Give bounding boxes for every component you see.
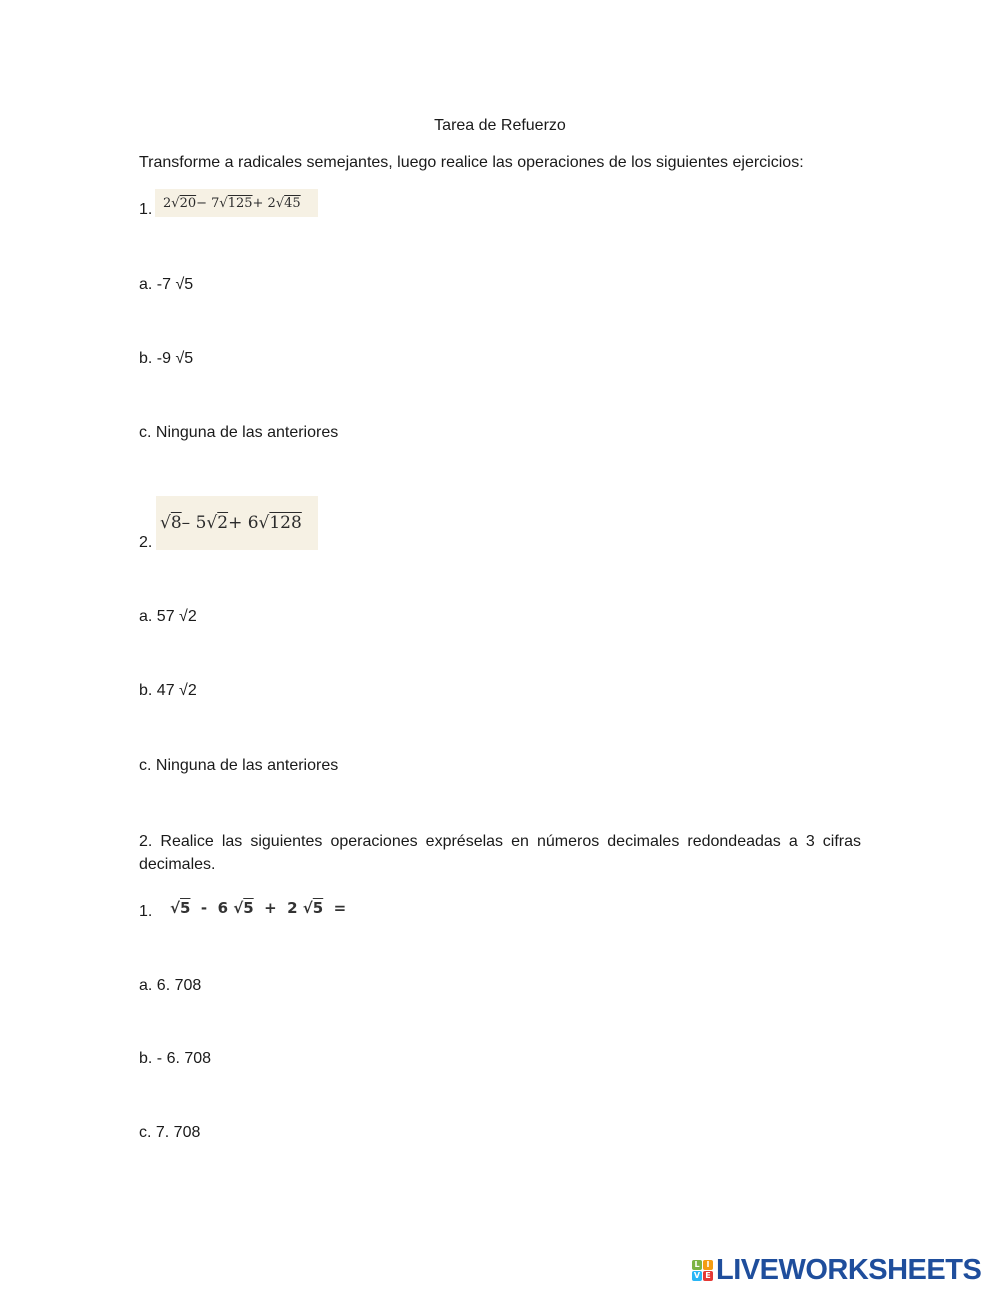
expr-part: - 6 √ xyxy=(190,899,244,917)
logo-mark-letter: L xyxy=(692,1260,702,1270)
expr-part: + 2 √ xyxy=(253,899,313,917)
expr-part: = xyxy=(323,899,347,917)
expr-radicand: 5 xyxy=(180,899,191,917)
section-2-question-1-expression-image xyxy=(170,897,346,919)
question-1-option-a[interactable]: a. -7 √5 xyxy=(139,276,194,293)
expr-radicand: 5 xyxy=(312,899,324,917)
liveworksheets-logo-text: LIVEWORKSHEETS xyxy=(716,1253,982,1286)
expr-part: √ xyxy=(170,899,181,917)
question-1-number: 1. xyxy=(139,201,153,218)
liveworksheets-logo-icon xyxy=(692,1260,713,1281)
expr-part: − 7√ xyxy=(196,195,228,211)
expr-part: – 5√ xyxy=(181,513,218,533)
section-2-question-1-option-c[interactable]: c. 7. 708 xyxy=(139,1124,201,1141)
section-2-instructions: 2. Realice las siguientes operaciones expréselas en números decimales redondeadas a 3 cifras decimales. xyxy=(139,833,861,873)
expr-part: √ xyxy=(160,513,171,533)
question-2-option-b[interactable]: b. 47 √2 xyxy=(139,682,197,699)
instructions: Transforme a radicales semejantes, luego realice las operaciones de los siguientes ejercicios: xyxy=(139,154,804,171)
expr-part: + 6√ xyxy=(228,513,270,533)
question-1-option-c[interactable]: c. Ninguna de las anteriores xyxy=(139,424,339,441)
page-title: Tarea de Refuerzo xyxy=(434,117,566,134)
question-2-number: 2. xyxy=(139,534,153,551)
question-2-option-c[interactable]: c. Ninguna de las anteriores xyxy=(139,757,339,774)
expr-radicand: 45 xyxy=(284,195,301,211)
logo-mark-letter: V xyxy=(693,1270,701,1280)
expr-radicand: 2 xyxy=(217,513,229,533)
expr-radicand: 128 xyxy=(269,513,302,533)
question-1-option-b[interactable]: b. -9 √5 xyxy=(139,350,194,367)
logo-mark-letter: I xyxy=(703,1260,713,1270)
expr-radicand: 125 xyxy=(227,195,253,211)
section-2-question-1-number: 1. xyxy=(139,903,153,920)
expr-radicand: 5 xyxy=(243,899,254,917)
question-1-expression-image xyxy=(155,189,318,217)
expr-part: + 2√ xyxy=(252,195,285,211)
question-2-expression-image xyxy=(156,496,318,550)
section-2-question-1-option-b[interactable]: b. - 6. 708 xyxy=(139,1050,212,1067)
expr-radicand: 20 xyxy=(179,195,197,211)
expr-radicand: 8 xyxy=(170,513,182,533)
section-2-question-1-option-a[interactable]: a. 6. 708 xyxy=(139,977,202,994)
liveworksheets-logo[interactable] xyxy=(692,1255,981,1285)
expr-part: 2√ xyxy=(163,195,180,211)
logo-mark-letter: E xyxy=(703,1271,713,1281)
question-2-option-a[interactable]: a. 57 √2 xyxy=(139,608,197,625)
